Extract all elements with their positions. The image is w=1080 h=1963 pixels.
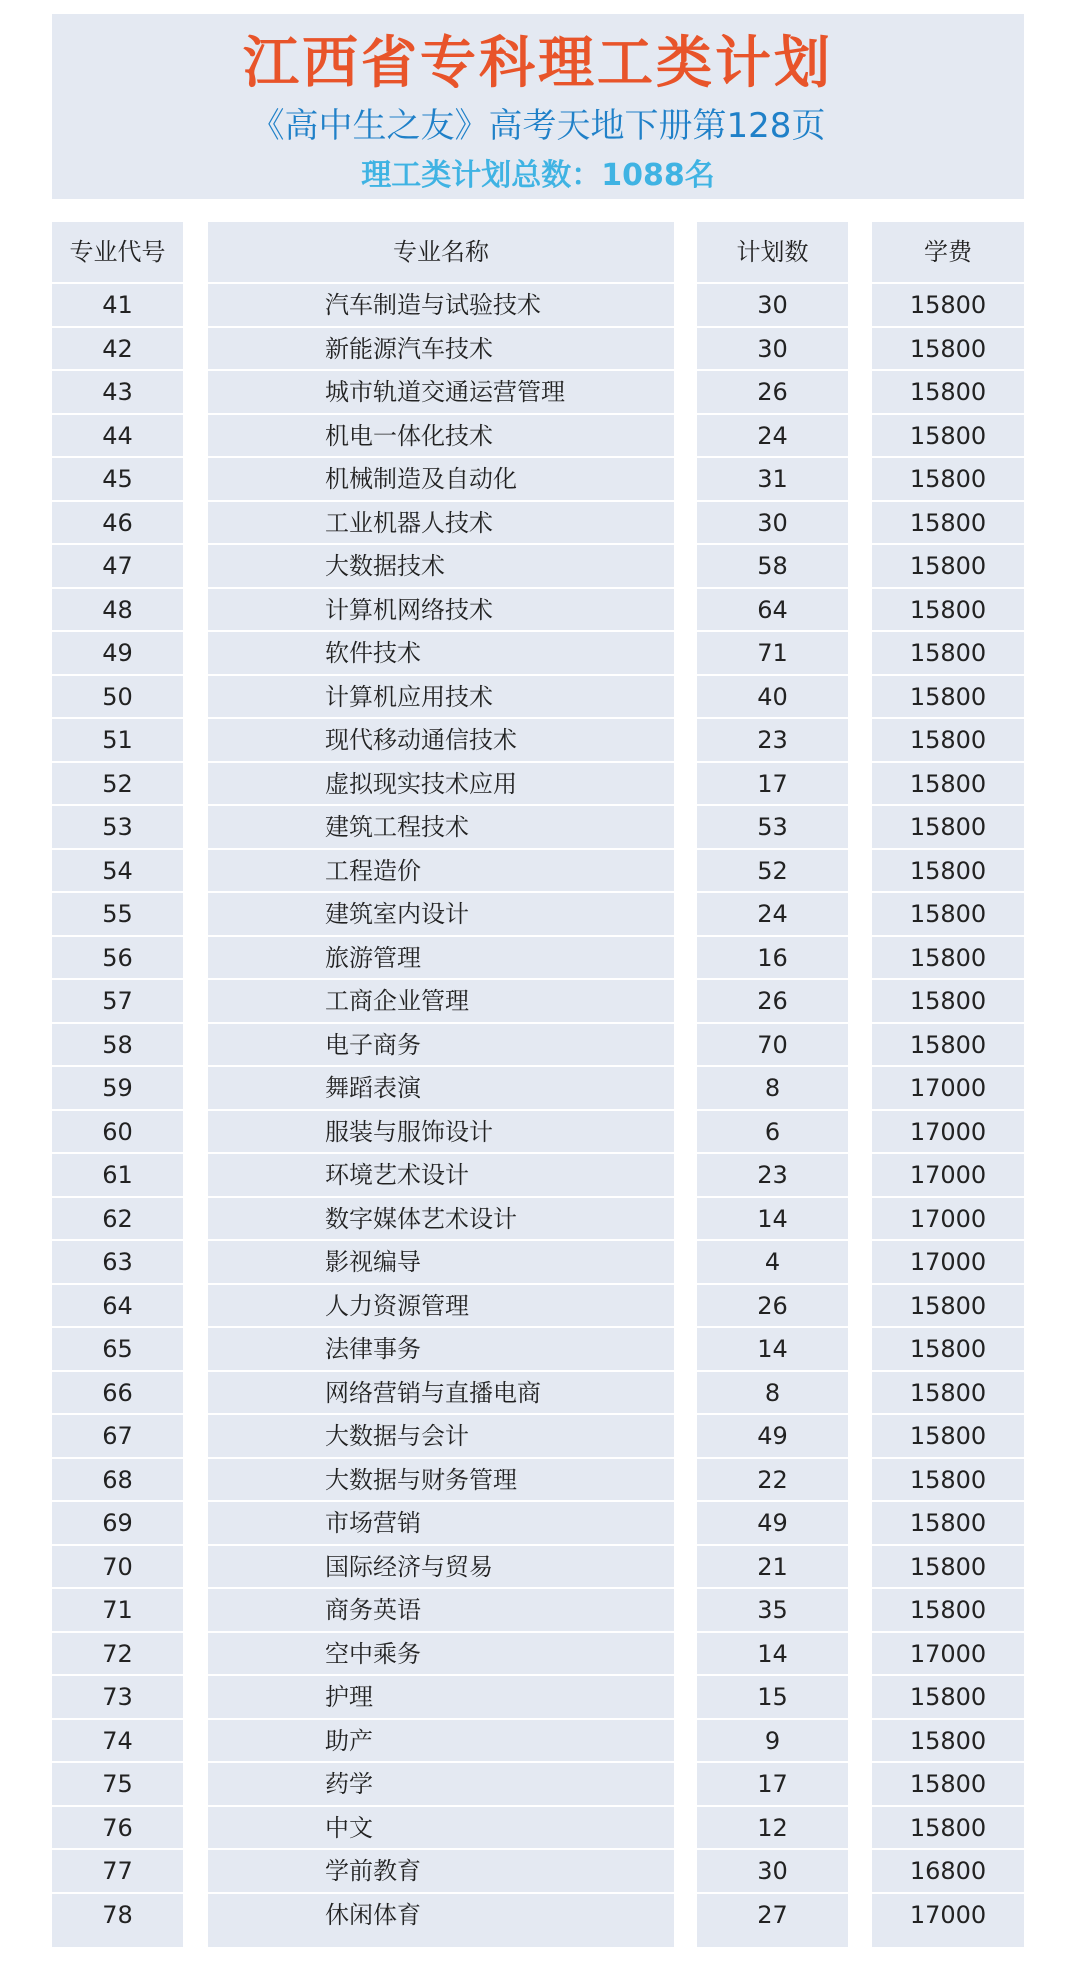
cell-code: 60 — [52, 1109, 183, 1153]
cell-code: 75 — [52, 1761, 183, 1805]
cell-count: 23 — [697, 717, 848, 761]
cell-name: 大数据技术 — [208, 543, 674, 587]
cell-count: 16 — [697, 935, 848, 979]
cell-code: 54 — [52, 848, 183, 892]
cell-count: 71 — [697, 630, 848, 674]
cell-count: 27 — [697, 1892, 848, 1936]
cell-count: 17 — [697, 761, 848, 805]
cell-fee: 15800 — [872, 369, 1024, 413]
cell-name: 城市轨道交通运营管理 — [208, 369, 674, 413]
cell-code: 53 — [52, 804, 183, 848]
cell-code: 52 — [52, 761, 183, 805]
cell-fee: 17000 — [872, 1109, 1024, 1153]
cell-name: 市场营销 — [208, 1500, 674, 1544]
cell-count: 40 — [697, 674, 848, 718]
cell-code: 72 — [52, 1631, 183, 1675]
fee-cells — [872, 282, 1024, 1935]
cell-name: 网络营销与直播电商 — [208, 1370, 674, 1414]
cell-fee: 15800 — [872, 456, 1024, 500]
cell-count: 26 — [697, 369, 848, 413]
cell-name: 电子商务 — [208, 1022, 674, 1066]
cell-code: 66 — [52, 1370, 183, 1414]
cell-fee: 15800 — [872, 587, 1024, 631]
column-header-fee: 学费 — [924, 238, 972, 266]
cell-count: 22 — [697, 1457, 848, 1501]
cell-fee: 17000 — [872, 1065, 1024, 1109]
cell-fee: 17000 — [872, 1152, 1024, 1196]
cell-name: 国际经济与贸易 — [208, 1544, 674, 1588]
cell-fee: 15800 — [872, 1022, 1024, 1066]
column-header-code: 专业代号 — [69, 238, 166, 266]
cell-count: 4 — [697, 1239, 848, 1283]
cell-fee: 15800 — [872, 1587, 1024, 1631]
cell-fee: 15800 — [872, 413, 1024, 457]
cell-fee: 15800 — [872, 1457, 1024, 1501]
cell-count: 49 — [697, 1413, 848, 1457]
column-fee — [872, 222, 1024, 1947]
cell-name: 数字媒体艺术设计 — [208, 1196, 674, 1240]
cell-code: 64 — [52, 1283, 183, 1327]
header-panel — [52, 14, 1024, 199]
cell-fee: 15800 — [872, 1805, 1024, 1849]
cell-code: 50 — [52, 674, 183, 718]
cell-name: 虚拟现实技术应用 — [208, 761, 674, 805]
cell-count: 24 — [697, 891, 848, 935]
cell-code: 58 — [52, 1022, 183, 1066]
cell-code: 56 — [52, 935, 183, 979]
cell-code: 62 — [52, 1196, 183, 1240]
cell-fee: 15800 — [872, 630, 1024, 674]
cell-fee: 15800 — [872, 1674, 1024, 1718]
cell-code: 48 — [52, 587, 183, 631]
cell-name: 大数据与财务管理 — [208, 1457, 674, 1501]
cell-fee: 15800 — [872, 761, 1024, 805]
cell-count: 8 — [697, 1370, 848, 1414]
cell-count: 30 — [697, 282, 848, 326]
cell-count: 15 — [697, 1674, 848, 1718]
cell-name: 建筑工程技术 — [208, 804, 674, 848]
cell-fee: 15800 — [872, 1370, 1024, 1414]
cell-count: 30 — [697, 326, 848, 370]
cell-code: 42 — [52, 326, 183, 370]
cell-name: 汽车制造与试验技术 — [208, 282, 674, 326]
cell-fee: 15800 — [872, 1500, 1024, 1544]
column-name — [208, 222, 674, 1947]
count-cells — [697, 282, 848, 1935]
cell-name: 中文 — [208, 1805, 674, 1849]
cell-name: 法律事务 — [208, 1326, 674, 1370]
cell-count: 21 — [697, 1544, 848, 1588]
cell-name: 助产 — [208, 1718, 674, 1762]
cell-fee: 17000 — [872, 1196, 1024, 1240]
cell-name: 机电一体化技术 — [208, 413, 674, 457]
source-subtitle: 《高中生之友》高考天地下册第128页 — [250, 106, 826, 146]
cell-code: 61 — [52, 1152, 183, 1196]
name-cells — [208, 282, 674, 1935]
cell-code: 69 — [52, 1500, 183, 1544]
cell-fee: 15800 — [872, 674, 1024, 718]
cell-code: 51 — [52, 717, 183, 761]
cell-name: 建筑室内设计 — [208, 891, 674, 935]
cell-code: 46 — [52, 500, 183, 544]
cell-name: 药学 — [208, 1761, 674, 1805]
cell-count: 30 — [697, 1848, 848, 1892]
cell-code: 68 — [52, 1457, 183, 1501]
cell-name: 舞蹈表演 — [208, 1065, 674, 1109]
cell-count: 8 — [697, 1065, 848, 1109]
cell-fee: 15800 — [872, 1544, 1024, 1588]
cell-count: 26 — [697, 978, 848, 1022]
cell-fee: 15800 — [872, 717, 1024, 761]
cell-count: 70 — [697, 1022, 848, 1066]
code-cells — [52, 282, 183, 1935]
cell-count: 17 — [697, 1761, 848, 1805]
cell-code: 55 — [52, 891, 183, 935]
cell-count: 58 — [697, 543, 848, 587]
cell-count: 31 — [697, 456, 848, 500]
cell-code: 76 — [52, 1805, 183, 1849]
cell-name: 商务英语 — [208, 1587, 674, 1631]
cell-fee: 17000 — [872, 1631, 1024, 1675]
cell-name: 现代移动通信技术 — [208, 717, 674, 761]
cell-name: 学前教育 — [208, 1848, 674, 1892]
cell-count: 14 — [697, 1196, 848, 1240]
column-header-count: 计划数 — [736, 238, 809, 266]
cell-code: 65 — [52, 1326, 183, 1370]
cell-count: 53 — [697, 804, 848, 848]
cell-fee: 15800 — [872, 1761, 1024, 1805]
cell-code: 74 — [52, 1718, 183, 1762]
cell-count: 26 — [697, 1283, 848, 1327]
cell-fee: 15800 — [872, 848, 1024, 892]
cell-count: 6 — [697, 1109, 848, 1153]
cell-fee: 17000 — [872, 1892, 1024, 1936]
cell-count: 9 — [697, 1718, 848, 1762]
plan-total: 理工类计划总数：1088名 — [361, 158, 715, 193]
cell-count: 14 — [697, 1326, 848, 1370]
cell-code: 71 — [52, 1587, 183, 1631]
cell-name: 机械制造及自动化 — [208, 456, 674, 500]
cell-name: 服装与服饰设计 — [208, 1109, 674, 1153]
cell-fee: 15800 — [872, 326, 1024, 370]
cell-name: 计算机网络技术 — [208, 587, 674, 631]
cell-fee: 15800 — [872, 543, 1024, 587]
cell-fee: 15800 — [872, 891, 1024, 935]
cell-code: 70 — [52, 1544, 183, 1588]
cell-count: 64 — [697, 587, 848, 631]
cell-code: 43 — [52, 369, 183, 413]
column-header-name: 专业名称 — [393, 238, 489, 266]
cell-count: 23 — [697, 1152, 848, 1196]
cell-fee: 15800 — [872, 804, 1024, 848]
cell-name: 计算机应用技术 — [208, 674, 674, 718]
cell-count: 49 — [697, 1500, 848, 1544]
cell-code: 44 — [52, 413, 183, 457]
cell-count: 35 — [697, 1587, 848, 1631]
column-code — [52, 222, 183, 1947]
cell-fee: 15800 — [872, 1413, 1024, 1457]
cell-fee: 15800 — [872, 282, 1024, 326]
cell-fee: 15800 — [872, 1718, 1024, 1762]
cell-code: 78 — [52, 1892, 183, 1936]
cell-count: 12 — [697, 1805, 848, 1849]
column-count — [697, 222, 848, 1947]
cell-count: 30 — [697, 500, 848, 544]
cell-fee: 15800 — [872, 500, 1024, 544]
cell-name: 护理 — [208, 1674, 674, 1718]
cell-name: 旅游管理 — [208, 935, 674, 979]
cell-fee: 17000 — [872, 1239, 1024, 1283]
cell-count: 52 — [697, 848, 848, 892]
cell-fee: 15800 — [872, 935, 1024, 979]
cell-code: 63 — [52, 1239, 183, 1283]
cell-fee: 15800 — [872, 978, 1024, 1022]
cell-fee: 15800 — [872, 1283, 1024, 1327]
cell-fee: 15800 — [872, 1326, 1024, 1370]
cell-name: 空中乘务 — [208, 1631, 674, 1675]
cell-code: 77 — [52, 1848, 183, 1892]
cell-count: 24 — [697, 413, 848, 457]
cell-code: 73 — [52, 1674, 183, 1718]
cell-code: 45 — [52, 456, 183, 500]
cell-name: 大数据与会计 — [208, 1413, 674, 1457]
page-title: 江西省专科理工类计划 — [243, 31, 833, 96]
cell-code: 49 — [52, 630, 183, 674]
cell-code: 59 — [52, 1065, 183, 1109]
cell-code: 57 — [52, 978, 183, 1022]
cell-count: 14 — [697, 1631, 848, 1675]
cell-code: 41 — [52, 282, 183, 326]
cell-name: 休闲体育 — [208, 1892, 674, 1936]
cell-code: 47 — [52, 543, 183, 587]
cell-name: 软件技术 — [208, 630, 674, 674]
cell-name: 新能源汽车技术 — [208, 326, 674, 370]
cell-name: 工程造价 — [208, 848, 674, 892]
cell-name: 影视编导 — [208, 1239, 674, 1283]
cell-name: 环境艺术设计 — [208, 1152, 674, 1196]
cell-code: 67 — [52, 1413, 183, 1457]
cell-name: 工业机器人技术 — [208, 500, 674, 544]
cell-name: 人力资源管理 — [208, 1283, 674, 1327]
cell-name: 工商企业管理 — [208, 978, 674, 1022]
cell-fee: 16800 — [872, 1848, 1024, 1892]
